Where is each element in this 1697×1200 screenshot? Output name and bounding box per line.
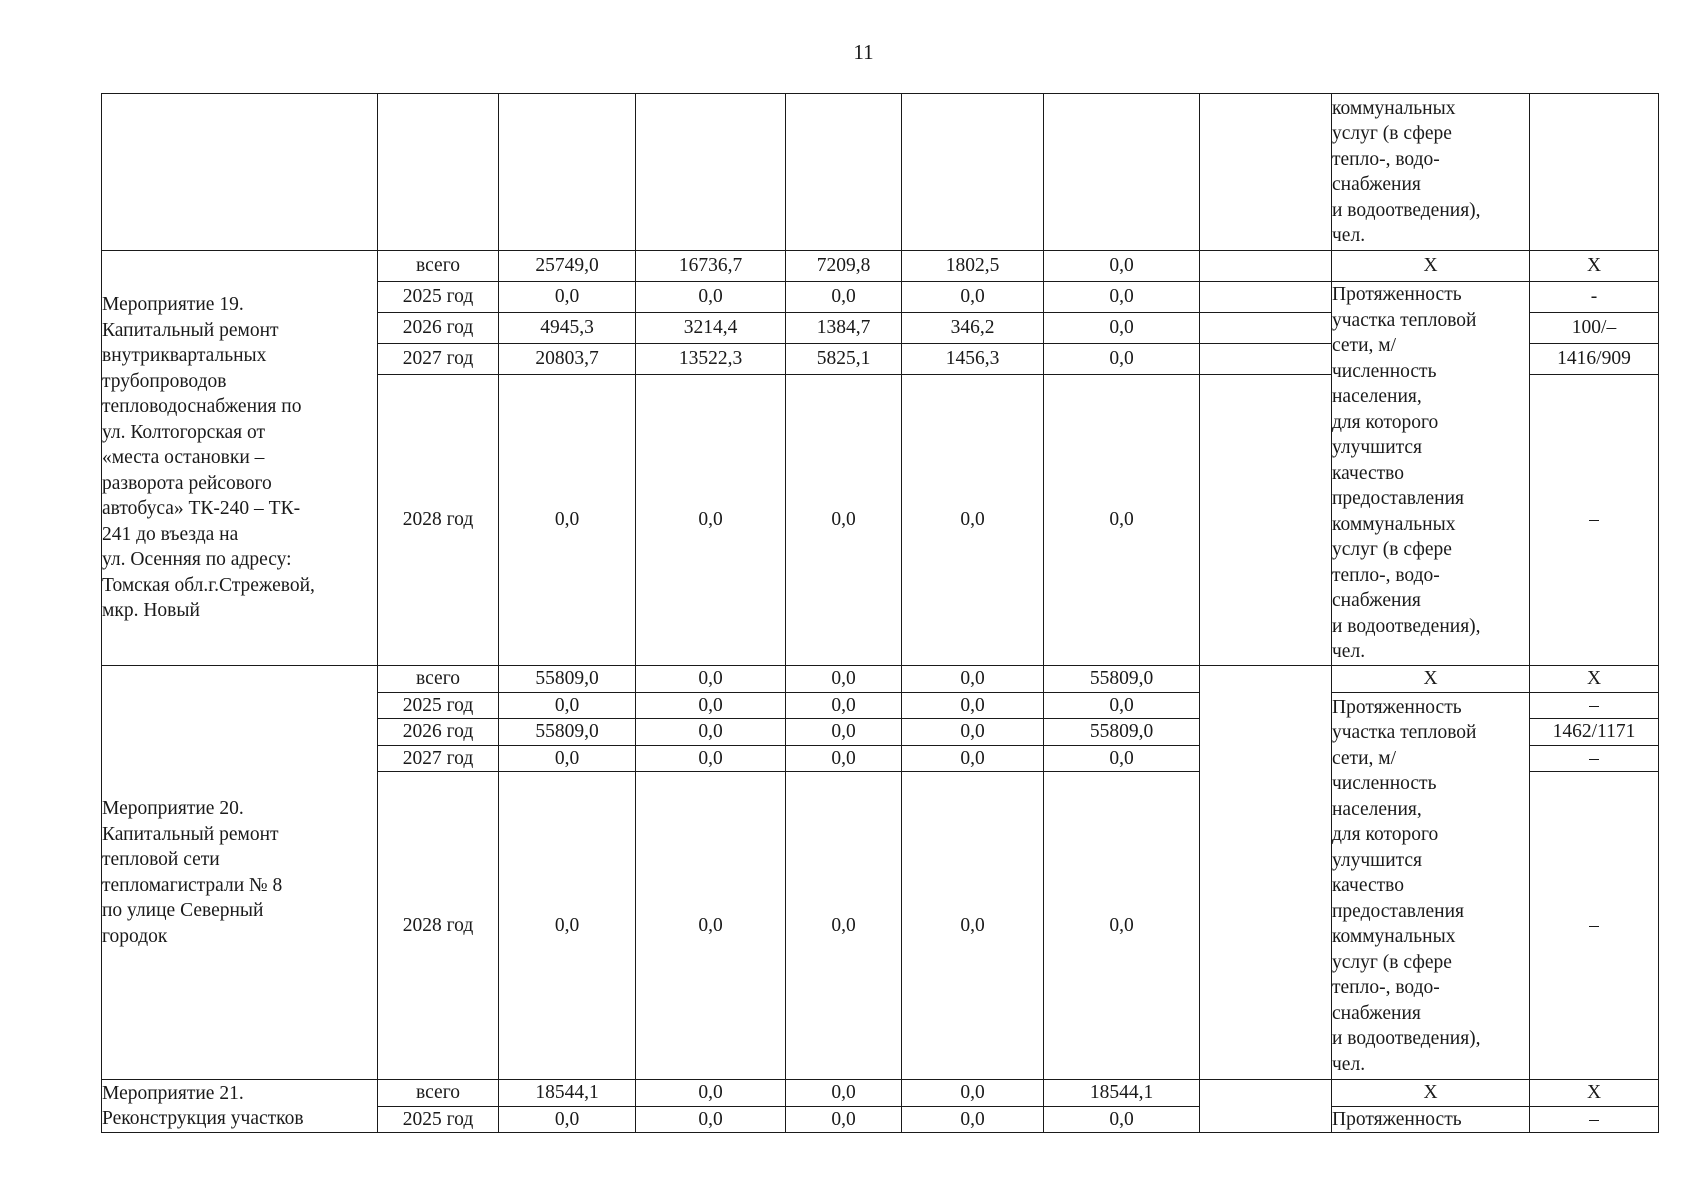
period-cell: всего [378, 1080, 499, 1107]
table-cell [1200, 94, 1332, 251]
table-cell [499, 94, 636, 251]
value-cell: 0,0 [786, 1106, 902, 1133]
value-cell: 0,0 [786, 375, 902, 666]
value-cell: 0,0 [1044, 251, 1200, 282]
value-cell: 3214,4 [636, 313, 786, 344]
table-row [102, 251, 1659, 282]
target-value-cell: – [1530, 692, 1659, 719]
value-cell: 0,0 [499, 375, 636, 666]
target-value-cell: – [1530, 745, 1659, 772]
period-cell: 2027 год [378, 745, 499, 772]
value-cell: 55809,0 [499, 666, 636, 693]
period-cell: 2026 год [378, 719, 499, 746]
table-cell [1044, 94, 1200, 251]
target-value-cell: 1416/909 [1530, 344, 1659, 375]
value-cell: 1456,3 [902, 344, 1044, 375]
value-cell: 0,0 [786, 282, 902, 313]
measure-name: Мероприятие 20. Капитальный ремонт тепловой сети тепломагистрали № 8 по улице Северный городок [102, 798, 283, 947]
indicator-cell [1332, 1106, 1530, 1133]
value-cell: 0,0 [499, 1106, 636, 1133]
value-cell: 346,2 [902, 313, 1044, 344]
x-mark-cell: X [1530, 666, 1659, 693]
target-value-cell: – [1530, 1106, 1659, 1133]
table-cell [102, 94, 378, 251]
value-cell: 13522,3 [636, 344, 786, 375]
value-cell: 0,0 [1044, 344, 1200, 375]
table-cell [1200, 375, 1332, 666]
target-value-cell: – [1530, 772, 1659, 1080]
page-number: 11 [853, 40, 874, 64]
indicator-cell [1332, 282, 1530, 666]
value-cell: 0,0 [1044, 375, 1200, 666]
period-cell: всего [378, 251, 499, 282]
x-mark-cell: X [1332, 251, 1530, 282]
indicator-text: Протяженность участка тепловой сети, м/ численность населения, для которого улучшится качество предоставления коммунальных услуг (в сфере тепло-, водо- снабжения и водоотведения), чел. [1332, 696, 1481, 1075]
value-cell: 0,0 [636, 692, 786, 719]
value-cell: 0,0 [902, 282, 1044, 313]
value-cell: 0,0 [1044, 282, 1200, 313]
value-cell: 18544,1 [1044, 1080, 1200, 1107]
value-cell: 1384,7 [786, 313, 902, 344]
value-cell: 0,0 [786, 719, 902, 746]
value-cell: 0,0 [786, 692, 902, 719]
measure-name: Мероприятие 21. Реконструкция участков [102, 1082, 304, 1129]
x-mark-cell: X [1530, 251, 1659, 282]
value-cell: 0,0 [902, 745, 1044, 772]
value-cell: 25749,0 [499, 251, 636, 282]
period-cell: 2025 год [378, 282, 499, 313]
value-cell: 0,0 [499, 772, 636, 1080]
table-cell [1200, 344, 1332, 375]
value-cell: 0,0 [636, 745, 786, 772]
period-cell: 2025 год [378, 692, 499, 719]
value-cell: 0,0 [1044, 1106, 1200, 1133]
value-cell: 0,0 [902, 375, 1044, 666]
value-cell: 0,0 [1044, 772, 1200, 1080]
value-cell: 20803,7 [499, 344, 636, 375]
indicator-cell [1332, 692, 1530, 1080]
period-cell: 2026 год [378, 313, 499, 344]
program-table [101, 93, 1659, 1133]
value-cell: 0,0 [636, 375, 786, 666]
measure-name-cell [102, 251, 378, 666]
value-cell: 0,0 [786, 745, 902, 772]
value-cell: 7209,8 [786, 251, 902, 282]
table-cell [786, 94, 902, 251]
value-cell: 0,0 [499, 692, 636, 719]
table-row [102, 666, 1659, 693]
x-mark-cell: X [1332, 1080, 1530, 1107]
table-cell [1200, 666, 1332, 1080]
value-cell: 0,0 [902, 1106, 1044, 1133]
value-cell: 0,0 [636, 1106, 786, 1133]
period-cell: 2025 год [378, 1106, 499, 1133]
target-value-cell: – [1530, 375, 1659, 666]
value-cell: 0,0 [1044, 692, 1200, 719]
table-cell [1200, 1080, 1332, 1133]
period-cell: 2028 год [378, 772, 499, 1080]
x-mark-cell: X [1332, 666, 1530, 693]
table-cell [1530, 94, 1659, 251]
period-cell: 2028 год [378, 375, 499, 666]
target-value-cell: 100/– [1530, 313, 1659, 344]
value-cell: 0,0 [1044, 313, 1200, 344]
continuation-row [102, 94, 1659, 251]
table-cell [378, 94, 499, 251]
indicator-text: коммунальных услуг (в сфере тепло-, водо- снабжения и водоотведения), чел. [1332, 97, 1481, 246]
value-cell: 0,0 [786, 772, 902, 1080]
value-cell: 4945,3 [499, 313, 636, 344]
table-cell [902, 94, 1044, 251]
target-value-cell: 1462/1171 [1530, 719, 1659, 746]
indicator-text: Протяженность участка тепловой сети, м/ численность населения, для которого улучшится качество предоставления коммунальных услуг (в сфере тепло-, водо- снабжения и водоотведения), чел. [1332, 284, 1481, 663]
value-cell: 0,0 [636, 282, 786, 313]
indicator-text: Протяженность [1332, 1108, 1462, 1130]
indicator-cell [1332, 94, 1530, 251]
value-cell: 0,0 [1044, 745, 1200, 772]
value-cell: 1802,5 [902, 251, 1044, 282]
table-cell [1200, 251, 1332, 282]
value-cell: 0,0 [902, 1080, 1044, 1107]
value-cell: 16736,7 [636, 251, 786, 282]
table-row [102, 1080, 1659, 1107]
measure-name: Мероприятие 19. Капитальный ремонт внутриквартальных трубопроводов тепловодоснабжения по ул. Колтогорская от «места остановки – разворота рейсового автобуса» ТК-240 – ТК- 241 до въезда на ул. Осенняя по адресу: Томская обл.г.Стрежевой, мкр. Новый [102, 294, 315, 622]
table-cell [1200, 282, 1332, 313]
table-cell [1200, 313, 1332, 344]
value-cell: 55809,0 [1044, 666, 1200, 693]
value-cell: 0,0 [902, 719, 1044, 746]
value-cell: 0,0 [902, 692, 1044, 719]
period-cell: 2027 год [378, 344, 499, 375]
table-cell [636, 94, 786, 251]
x-mark-cell: X [1530, 1080, 1659, 1107]
value-cell: 0,0 [499, 745, 636, 772]
value-cell: 0,0 [902, 772, 1044, 1080]
value-cell: 0,0 [499, 282, 636, 313]
value-cell: 0,0 [636, 719, 786, 746]
measure-name-cell [102, 1080, 378, 1133]
value-cell: 55809,0 [1044, 719, 1200, 746]
value-cell: 0,0 [902, 666, 1044, 693]
value-cell: 0,0 [636, 772, 786, 1080]
target-value-cell: - [1530, 282, 1659, 313]
value-cell: 0,0 [786, 666, 902, 693]
value-cell: 0,0 [786, 1080, 902, 1107]
period-cell: всего [378, 666, 499, 693]
value-cell: 55809,0 [499, 719, 636, 746]
value-cell: 0,0 [636, 666, 786, 693]
measure-name-cell [102, 666, 378, 1080]
value-cell: 18544,1 [499, 1080, 636, 1107]
value-cell: 5825,1 [786, 344, 902, 375]
value-cell: 0,0 [636, 1080, 786, 1107]
